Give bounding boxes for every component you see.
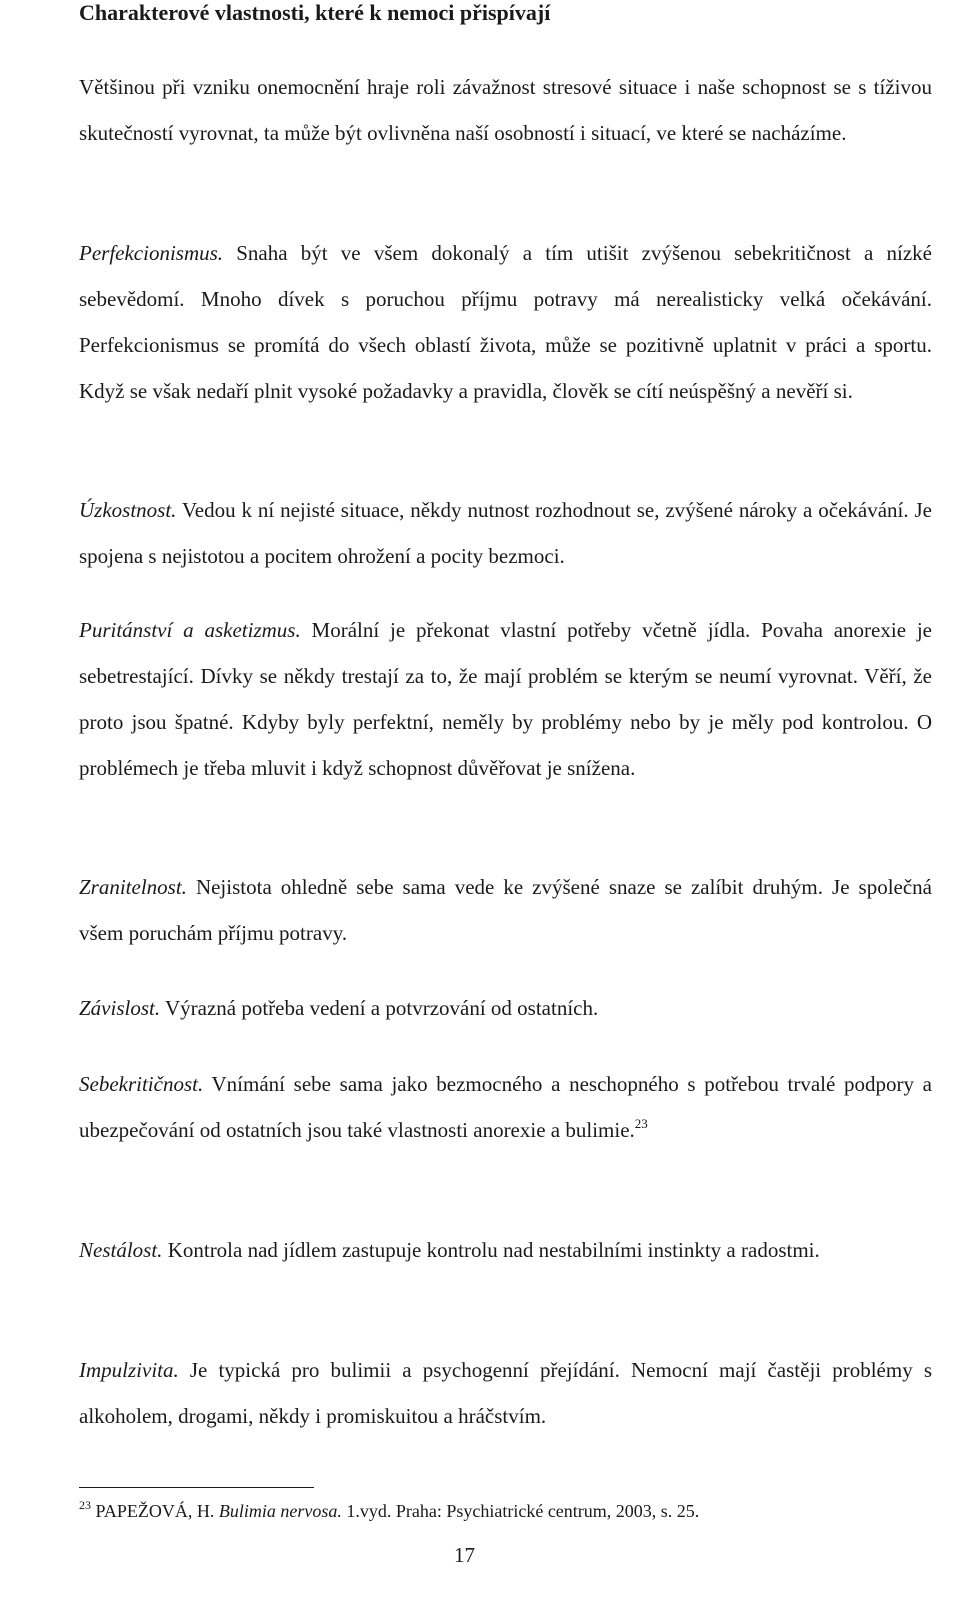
footnote <box>79 1497 932 1525</box>
footnote-number: 23 <box>79 1498 91 1513</box>
trait-term: Závislost. <box>79 996 161 1020</box>
footnote-author: PAPEŽOVÁ, H. <box>91 1501 219 1521</box>
trait-term: Nestálost. <box>79 1238 163 1262</box>
trait-paragraph-puritanstvi <box>79 607 932 791</box>
footnote-title: Bulimia nervosa. <box>218 1501 342 1521</box>
footnote-divider <box>79 1487 314 1488</box>
trait-term: Puritánství a asketizmus. <box>79 618 301 642</box>
trait-text: Vedou k ní nejisté situace, někdy nutnost rozhodnout se, zvýšené nároky a očekávání. Je spojena s nejistotou a pocitem ohrožení a pocity bezmoci. <box>79 498 932 568</box>
trait-text: Morální je překonat vlastní potřeby včetně jídla. Povaha anorexie je sebetrestající. Dívky se někdy trestají za to, že mají problém se kterým se neumí vyrovnat. Věří, že proto jsou špatné. Kdyby byly perfektní, neměly by problémy nebo by je měly pod kontrolou. O problémech je třeba mluvit i když schopnost důvěřovat je snížena. <box>79 618 932 780</box>
section-heading: Charakterové vlastnosti, které k nemoci přispívají <box>79 0 551 25</box>
trait-term: Úzkostnost. <box>79 498 177 522</box>
trait-text: Je typická pro bulimii a psychogenní přejídání. Nemocní mají častěji problémy s alkoholem, drogami, někdy i promiskuitou a hráčstvím. <box>79 1358 932 1428</box>
trait-term: Perfekcionismus. <box>79 241 224 265</box>
trait-paragraph-nestalost <box>79 1227 932 1273</box>
trait-term: Impulzivita. <box>79 1358 179 1382</box>
trait-text: Kontrola nad jídlem zastupuje kontrolu nad nestabilními instinkty a radostmi. <box>162 1238 820 1262</box>
trait-paragraph-sebekriticnost <box>79 1061 932 1153</box>
trait-text: Výrazná potřeba vedení a potvrzování od ostatních. <box>160 996 599 1020</box>
trait-paragraph-zranitelnost <box>79 864 932 956</box>
trait-paragraph-perfekcionismus <box>79 230 932 414</box>
trait-term: Zranitelnost. <box>79 875 187 899</box>
intro-paragraph: Většinou při vzniku onemocnění hraje roli závažnost stresové situace i naše schopnost se s tíživou skutečností vyrovnat, ta může být ovlivněna naší osobností i situací, ve které se nacházíme. <box>79 75 932 145</box>
trait-term: Sebekritičnost. <box>79 1072 204 1096</box>
trait-text: Snaha být ve všem dokonalý a tím utišit zvýšenou sebekritičnost a nízké sebevědomí. Mnoho dívek s poruchou příjmu potravy má nerealisticky velká očekávání. Perfekcionismus se promítá do všech oblastí života, může se pozitivně uplatnit v práci a sportu. Když se však nedaří plnit vysoké požadavky a pravidla, člověk se cítí neúspěšný a nevěří si. <box>79 241 932 403</box>
trait-paragraph-impulzivita <box>79 1347 932 1439</box>
trait-text: Nejistota ohledně sebe sama vede ke zvýšené snaze se zalíbit druhým. Je společná všem poruchám příjmu potravy. <box>79 875 932 945</box>
footnote-reference: 23 <box>634 1115 648 1131</box>
page-number: 17 <box>454 1543 475 1567</box>
trait-paragraph-zavislost <box>79 985 932 1031</box>
trait-text: Vnímání sebe sama jako bezmocného a neschopného s potřebou trvalé podpory a ubezpečování od ostatních jsou také vlastnosti anorexie a bulimie. <box>79 1072 932 1142</box>
footnote-details: 1.vyd. Praha: Psychiatrické centrum, 2003, s. 25. <box>341 1501 700 1521</box>
trait-paragraph-uzkostnost <box>79 487 932 579</box>
